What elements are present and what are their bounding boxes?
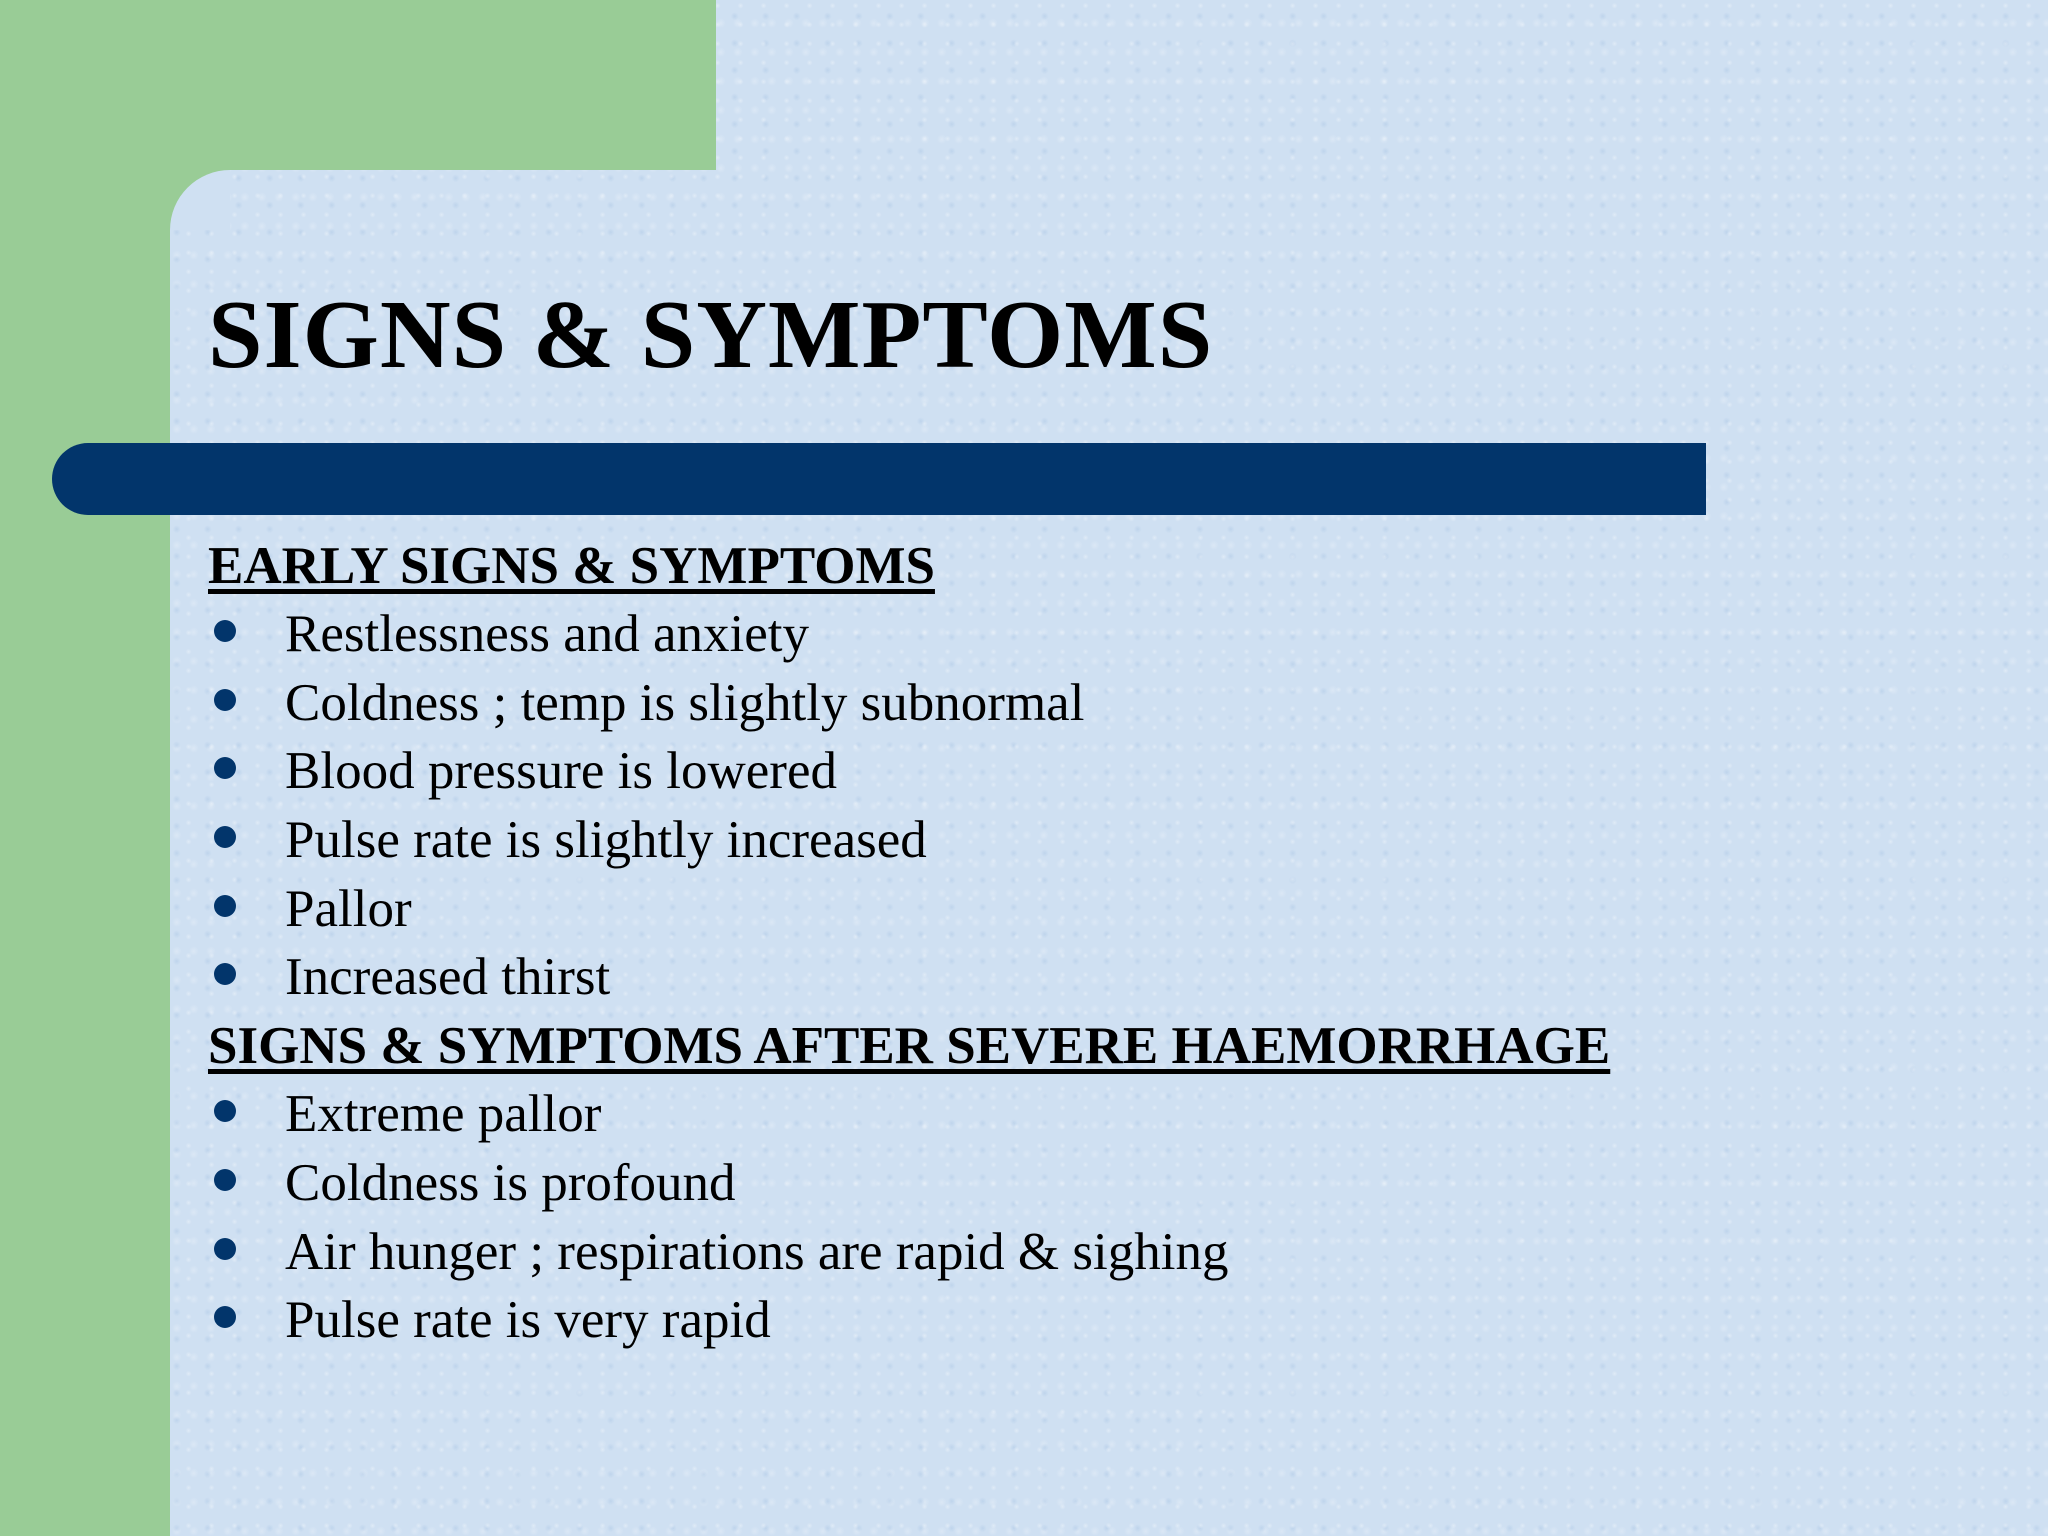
bullet-icon [214, 1169, 236, 1191]
bullet-icon [214, 620, 236, 642]
list-item-text: Coldness ; temp is slightly subnormal [285, 673, 1085, 732]
list-item-text: Blood pressure is lowered [285, 742, 837, 801]
slide-content [208, 532, 1988, 1355]
list-item [208, 806, 1988, 875]
list-item [208, 1286, 1988, 1355]
title-underline-bar [52, 443, 1706, 515]
list-item-text: Pulse rate is very rapid [285, 1291, 771, 1350]
bullet-icon [214, 963, 236, 985]
bullet-icon [214, 826, 236, 848]
list-item-text: Coldness is profound [285, 1153, 736, 1212]
bullet-icon [214, 689, 236, 711]
bullet-icon [214, 1306, 236, 1328]
slide-title: SIGNS & SYMPTOMS [208, 281, 1214, 389]
bullet-icon [214, 1238, 236, 1260]
list-item-text: Air hunger ; respirations are rapid & sighing [285, 1222, 1229, 1281]
bullet-icon [214, 1100, 236, 1122]
list-item [208, 669, 1988, 738]
bullet-icon [214, 757, 236, 779]
list-item-text: Restlessness and anxiety [285, 605, 810, 663]
list-item [208, 600, 1988, 669]
early-signs-list [208, 600, 1988, 1012]
list-item-text: Increased thirst [285, 948, 611, 1007]
list-item [208, 943, 1988, 1012]
list-item-text: Pulse rate is slightly increased [285, 811, 927, 870]
green-side-strip [0, 0, 170, 1536]
section-heading-early: EARLY SIGNS & SYMPTOMS [208, 537, 935, 595]
list-item [208, 875, 1988, 944]
list-item [208, 1149, 1988, 1218]
section-heading-severe: SIGNS & SYMPTOMS AFTER SEVERE HAEMORRHAGE [208, 1017, 1611, 1076]
severe-signs-list [208, 1080, 1988, 1355]
list-item-text: Pallor [285, 879, 412, 938]
list-item [208, 1080, 1988, 1149]
list-item-text: Extreme pallor [285, 1085, 602, 1144]
list-item [208, 737, 1988, 806]
bullet-icon [214, 895, 236, 917]
list-item [208, 1218, 1988, 1287]
